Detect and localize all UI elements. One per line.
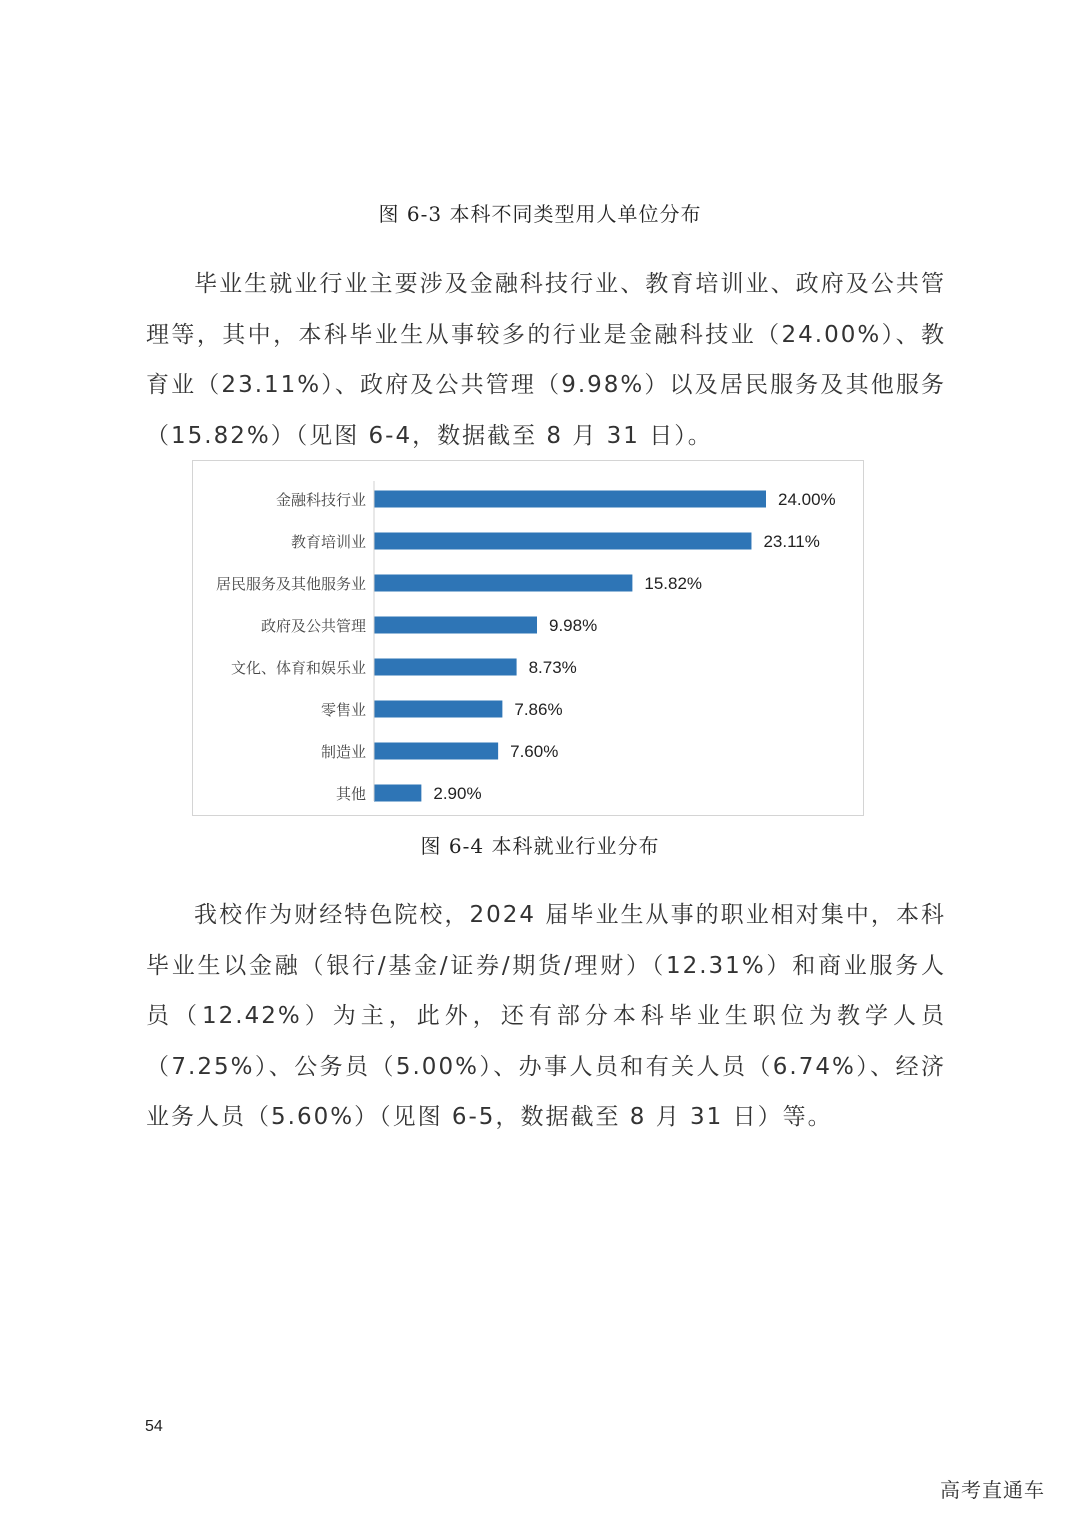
bar (374, 785, 421, 802)
category-label: 教育培训业 (290, 533, 366, 551)
data-label: 24.00% (778, 490, 836, 509)
figure-6-4-caption: 图 6-4 本科就业行业分布 (420, 834, 660, 858)
bar (374, 617, 537, 634)
data-label: 7.60% (510, 742, 559, 761)
data-label: 23.11% (763, 532, 820, 551)
category-label: 居民服务及其他服务业 (215, 575, 366, 593)
paragraph-industry-text: 毕业生就业行业主要涉及金融科技行业、教育培训业、政府及公共管理等，其中，本科毕业生从事较多的行业是金融科技业（24.00%）、教育业（23.11%）、政府及公共管理（9.98%）以及居民服务及其他服务（15.82%）（见图 6-4，数据截至 8 月 31 日）。 (146, 271, 946, 449)
category-label: 文化、体育和娱乐业 (230, 659, 366, 677)
watermark-logo: 高考直通车 (940, 1478, 1045, 1502)
bar (374, 701, 502, 718)
category-label: 制造业 (320, 743, 366, 761)
bar (374, 659, 517, 676)
data-label: 2.90% (433, 784, 482, 803)
bar (374, 575, 632, 592)
paragraph-occupation (146, 890, 946, 1143)
category-label: 金融科技行业 (275, 491, 366, 509)
paragraph-occupation-text: 我校作为财经特色院校，2024 届毕业生从事的职业相对集中，本科毕业生以金融（银行/基金/证券/期货/理财）（12.31%）和商业服务人员（12.42%）为主，此外，还有部分本科毕业生职位为教学人员（7.25%）、公务员（5.00%）、办事人员和有关人员（6.74%）、经济业务人员（5.60%）（见图 6-5，数据截至 8 月 31 日）等。 (146, 902, 946, 1130)
category-label: 零售业 (320, 701, 366, 719)
category-label: 政府及公共管理 (260, 617, 366, 635)
industry-bar-chart (192, 460, 864, 816)
data-label: 15.82% (644, 574, 703, 593)
bar (374, 533, 751, 550)
bar (374, 743, 498, 760)
data-label: 8.73% (528, 658, 577, 677)
data-label: 9.98% (549, 616, 598, 635)
industry-bar-chart-svg (193, 461, 865, 817)
data-label: 7.86% (514, 700, 563, 719)
paragraph-industry (146, 259, 946, 461)
category-label: 其他 (335, 785, 366, 803)
bar (374, 491, 766, 508)
page-number: 54 (145, 1418, 163, 1435)
figure-6-3-caption: 图 6-3 本科不同类型用人单位分布 (378, 202, 702, 226)
